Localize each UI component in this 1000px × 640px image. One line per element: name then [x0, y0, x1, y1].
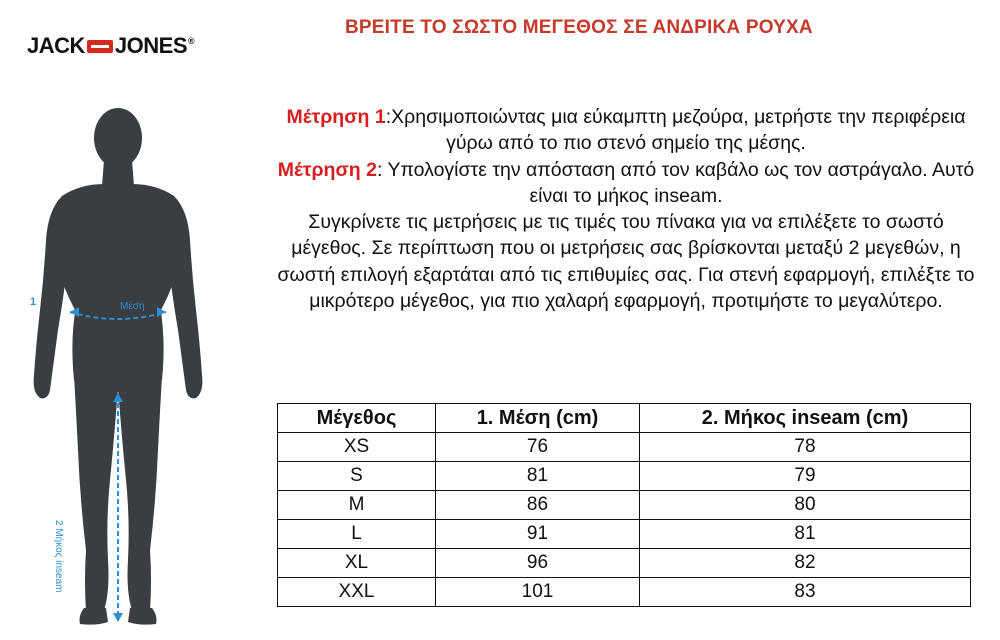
header-waist: 1. Μέση (cm) [436, 404, 640, 433]
measurement-2-text: : Υπολογίστε την απόσταση από τον καβάλο ως τον αστράγαλο. Αυτό είναι το μήκος inseam. [376, 158, 975, 207]
waist-label: Μέση [120, 301, 145, 312]
cell-inseam: 80 [640, 491, 971, 520]
cell-inseam: 79 [640, 462, 971, 491]
brand-name-left: JACK [27, 33, 85, 58]
measurement-2-paragraph [276, 157, 976, 210]
measurement-2-label: Μέτρηση 2 [277, 158, 377, 181]
table-row [278, 549, 971, 578]
cell-size: M [278, 491, 436, 520]
measurement-1-text: :Χρησιμοποιώντας μια εύκαμπτη μεζούρα, μετρήστε την περιφέρεια γύρω από το πιο στενό σημείο της μέσης. [385, 106, 966, 155]
cell-waist: 91 [436, 520, 640, 549]
cell-size: XS [278, 433, 436, 462]
table-row [278, 520, 971, 549]
cell-inseam: 83 [640, 578, 971, 607]
cell-inseam: 78 [640, 433, 971, 462]
cell-size: XL [278, 549, 436, 578]
cell-waist: 86 [436, 491, 640, 520]
cell-inseam: 81 [640, 520, 971, 549]
page-title: ΒΡΕΙΤΕ ΤΟ ΣΩΣΤΟ ΜΕΓΕΘΟΣ ΣΕ ΑΝΔΡΙΚΑ ΡΟΥΧΑ [345, 17, 813, 38]
table-header-row [278, 404, 971, 433]
measurement-1-paragraph [276, 104, 976, 157]
cell-waist: 96 [436, 549, 640, 578]
waist-number-label: 1 [30, 296, 37, 308]
body-measurement-figure [0, 100, 260, 640]
brand-mark-icon [87, 40, 113, 53]
table-row [278, 462, 971, 491]
table-row [278, 433, 971, 462]
brand-logo [27, 28, 194, 64]
compare-paragraph: Συγκρίνετε τις μετρήσεις με τις τιμές του πίνακα για να επιλέξετε το σωστό μέγεθος. Σε περίπτωση που οι μετρήσεις σας βρίσκονται μεταξύ 2 μεγεθών, η σωστή επιλογή εξαρτάται από τις επιθυμίες σας. Για στενή εφαρμογή, επιλέξτε το μικρότερο μέγεθος, για πιο χαλαρή εφαρμογή, προτιμήστε το μεγαλύτερο. [277, 211, 975, 313]
cell-waist: 81 [436, 462, 640, 491]
cell-inseam: 82 [640, 549, 971, 578]
inseam-label: 2 Μήκος inseam [53, 520, 64, 593]
header-inseam: 2. Μήκος inseam (cm) [640, 404, 971, 433]
cell-waist: 76 [436, 433, 640, 462]
measurement-1-label: Μέτρηση 1 [286, 106, 386, 128]
cell-waist: 101 [436, 578, 640, 607]
human-silhouette-icon [0, 100, 260, 640]
table-row [278, 578, 971, 607]
registered-mark: ® [188, 36, 195, 46]
brand-name-right: JONES [114, 33, 187, 58]
cell-size: L [278, 520, 436, 549]
measurement-instructions [276, 104, 976, 314]
header-size: Μέγεθος [278, 404, 436, 433]
table-row [278, 491, 971, 520]
size-table [277, 403, 971, 607]
cell-size: S [278, 462, 436, 491]
cell-size: XXL [278, 578, 436, 607]
